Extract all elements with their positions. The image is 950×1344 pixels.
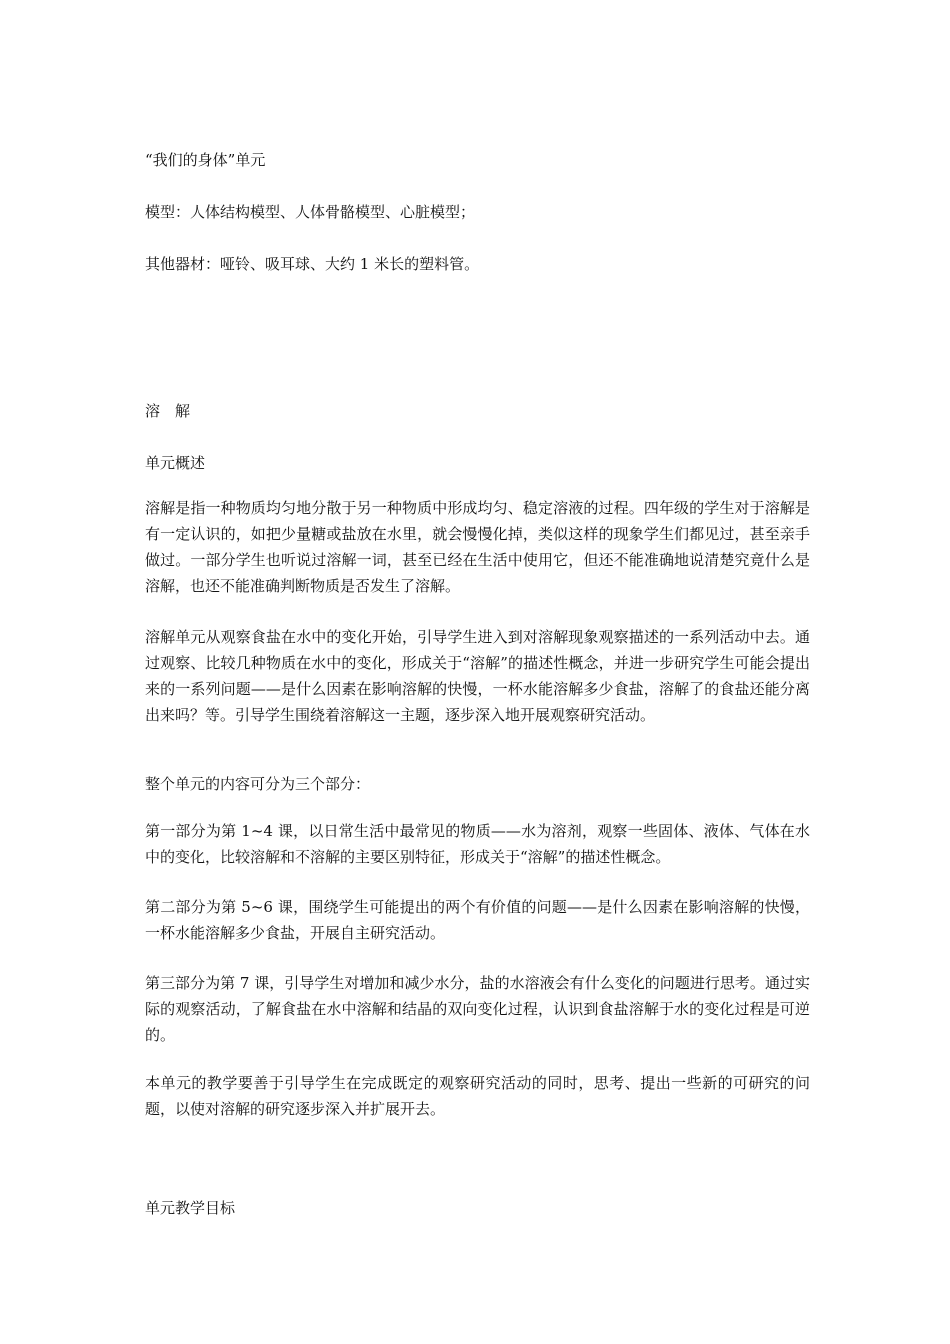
paragraph-part-two: 第二部分为第 5~6 课，围绕学生可能提出的两个有价值的问题——是什么因素在影响溶解的快慢，一杯水能溶解多少食盐，开展自主研究活动。 <box>145 898 810 942</box>
paragraph-unit-intro: 溶解单元从观察食盐在水中的变化开始，引导学生进入到对溶解现象观察描述的一系列活动中去。通过观察、比较几种物质在水中的变化，形成关于“溶解”的描述性概念，并进一步研究学生可能会提出来的一系列问题——是什么因素在影响溶解的快慢，一杯水能溶解多少食盐，溶解了的食盐还能分离出来吗？等。引导学生围绕着溶解这一主题，逐步深入地开展观察研究活动。 <box>145 628 810 724</box>
paragraph-definition: 溶解是指一种物质均匀地分散于另一种物质中形成均匀、稳定溶液的过程。四年级的学生对于溶解是有一定认识的，如把少量糖或盐放在水里，就会慢慢化掉，类似这样的现象学生们都见过，甚至亲手做过。一部分学生也听说过溶解一词，甚至已经在生活中使用它，但还不能准确地说清楚究竟什么是溶解，也还不能准确判断物质是否发生了溶解。 <box>145 499 810 595</box>
models-line: 模型：人体结构模型、人体骨骼模型、心脏模型； <box>145 203 476 221</box>
unit-title: 溶 解 <box>145 402 191 420</box>
objectives-heading: 单元教学目标 <box>145 1199 236 1217</box>
paragraph-three-parts: 整个单元的内容可分为三个部分： <box>145 775 371 793</box>
body-unit-heading: “我们的身体”单元 <box>145 151 266 169</box>
paragraph-part-one: 第一部分为第 1~4 课，以日常生活中最常见的物质——水为溶剂，观察一些固体、液体、气体在水中的变化，比较溶解和不溶解的主要区别特征，形成关于“溶解”的描述性概念。 <box>145 822 810 866</box>
other-equipment-line: 其他器材：哑铃、吸耳球、大约 1 米长的塑料管。 <box>145 255 480 273</box>
paragraph-part-three: 第三部分为第 7 课，引导学生对增加和减少水分，盐的水溶液会有什么变化的问题进行思考。通过实际的观察活动，了解食盐在水中溶解和结晶的双向变化过程，认识到食盐溶解于水的变化过程是可逆的。 <box>145 974 810 1044</box>
overview-heading: 单元概述 <box>145 454 206 472</box>
paragraph-teaching-note: 本单元的教学要善于引导学生在完成既定的观察研究活动的同时，思考、提出一些新的可研究的问题，以使对溶解的研究逐步深入并扩展开去。 <box>145 1074 810 1118</box>
